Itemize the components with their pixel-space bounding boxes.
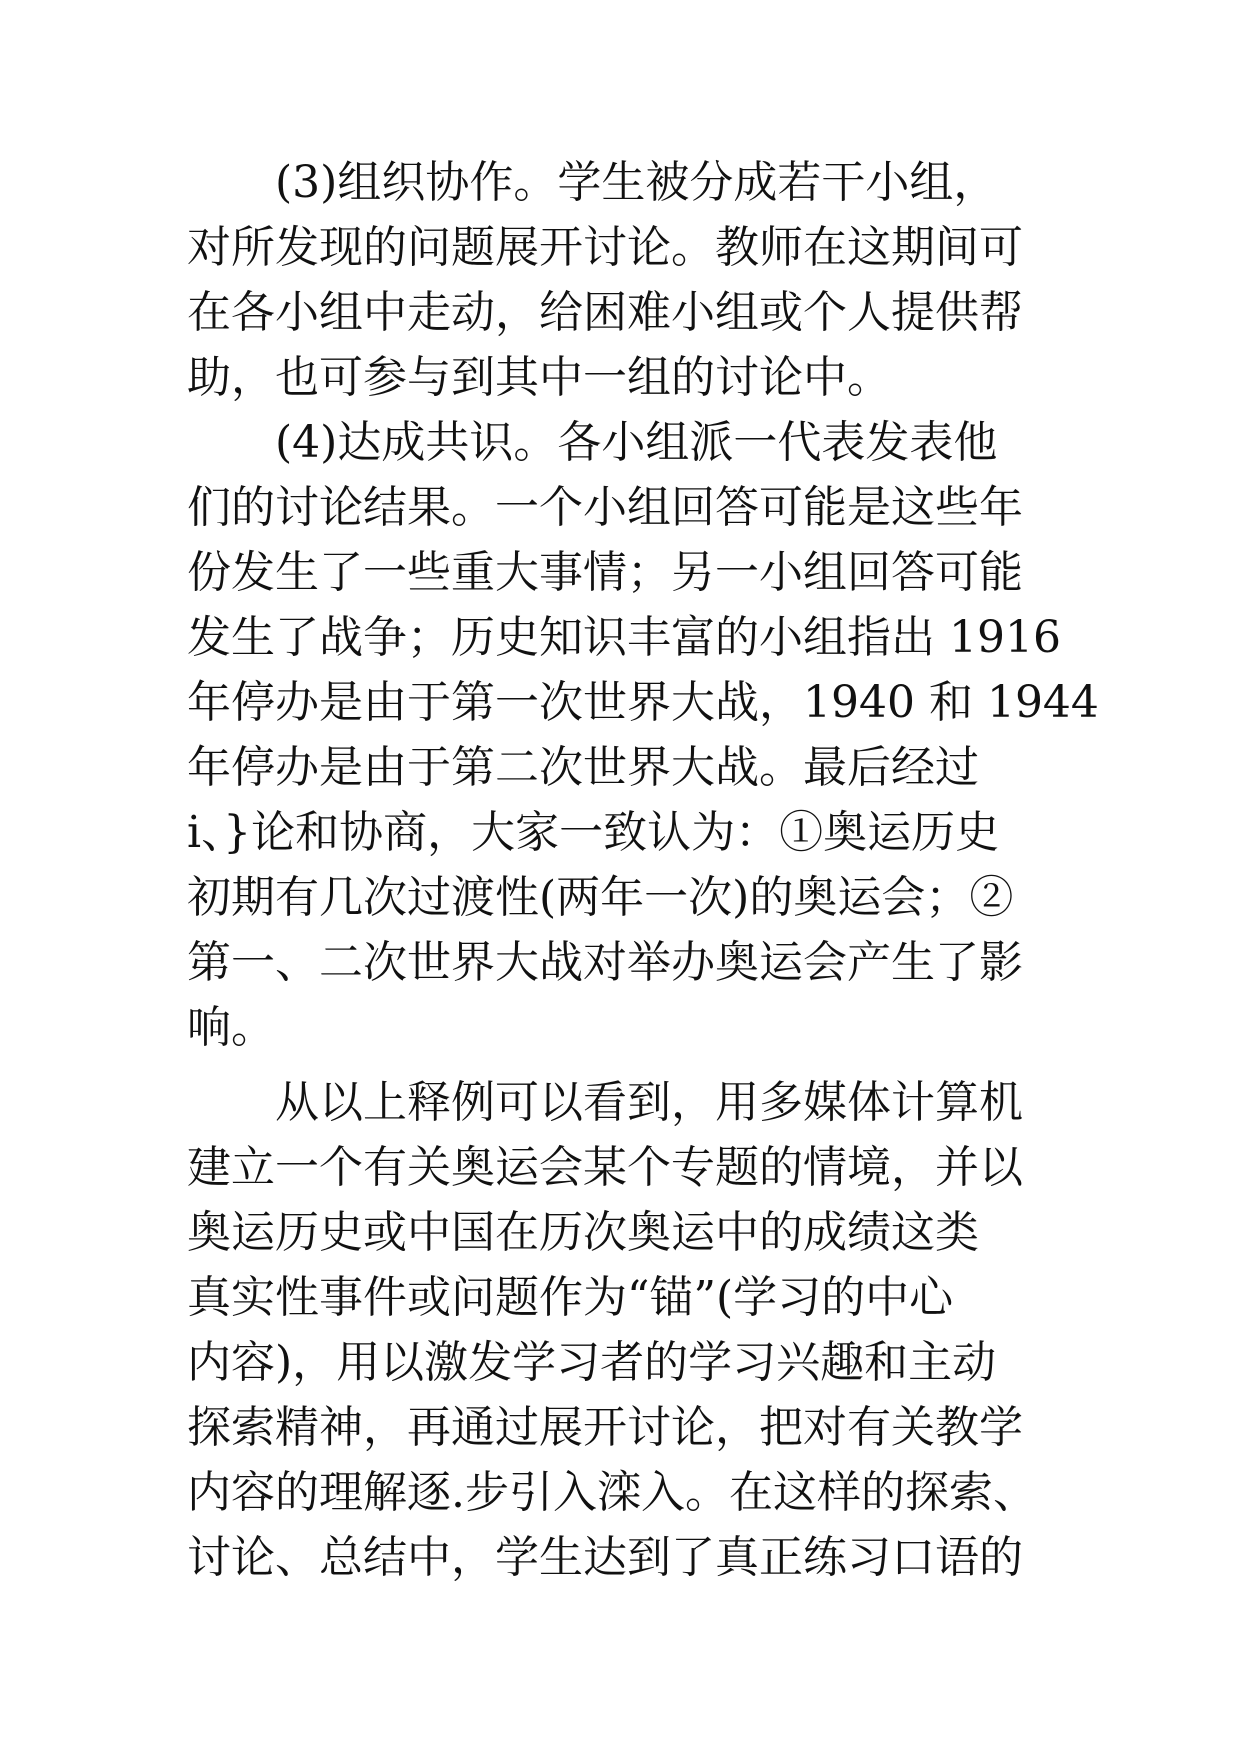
text-line: (3)组织协作。学生被分成若干小组，: [275, 157, 998, 208]
text-line: 第一、二次世界大战对举办奥运会产生了影: [187, 937, 1023, 988]
text-line: 响。: [187, 1002, 275, 1053]
text-line: 讨论、总结中，学生达到了真正练习口语的: [187, 1532, 1023, 1583]
text-line: 年停办是由于第二次世界大战。最后经过: [187, 742, 979, 793]
text-line: 从以上释例可以看到，用多媒体计算机: [275, 1077, 1023, 1128]
document-body: [187, 150, 1099, 1590]
text-line: 对所发现的问题展开讨论。教师在这期间可: [187, 222, 1023, 273]
text-line: i、}论和协商，大家一致认为：①奥运历史: [187, 807, 1000, 858]
text-line: 建立一个有关奥运会某个专题的情境，并以: [187, 1142, 1023, 1193]
text-line: 真实性事件或问题作为“锚”(学习的中心: [187, 1272, 954, 1323]
text-line: 在各小组中走动，给困难小组或个人提供帮: [187, 287, 1023, 338]
text-line: 年停办是由于第一次世界大战，1940 和 1944: [187, 677, 1099, 728]
text-line: 份发生了一些重大事情；另一小组回答可能: [187, 547, 1023, 598]
text-line: 奥运历史或中国在历次奥运中的成绩这类: [187, 1207, 979, 1258]
text-line: 探索精神，再通过展开讨论，把对有关教学: [187, 1402, 1023, 1453]
paragraph-summary: [187, 1070, 1067, 1590]
text-line: 发生了战争；历史知识丰富的小组指出 1916: [187, 612, 1061, 663]
paragraph-3-organize-collaboration: [187, 150, 1067, 410]
text-line: 内容)，用以激发学习者的学习兴趣和主动: [187, 1337, 997, 1388]
text-line: 助，也可参与到其中一组的讨论中。: [187, 352, 891, 403]
paragraph-4-reach-consensus: [187, 410, 1099, 1060]
text-line: 初期有几次过渡性(两年一次)的奥运会；②: [187, 872, 1014, 923]
text-line: 们的讨论结果。一个小组回答可能是这些年: [187, 482, 1023, 533]
text-line: 内容的理解逐.步引入滦入。在这样的探索、: [187, 1467, 1037, 1518]
text-line: (4)达成共识。各小组派一代表发表他: [275, 417, 998, 468]
